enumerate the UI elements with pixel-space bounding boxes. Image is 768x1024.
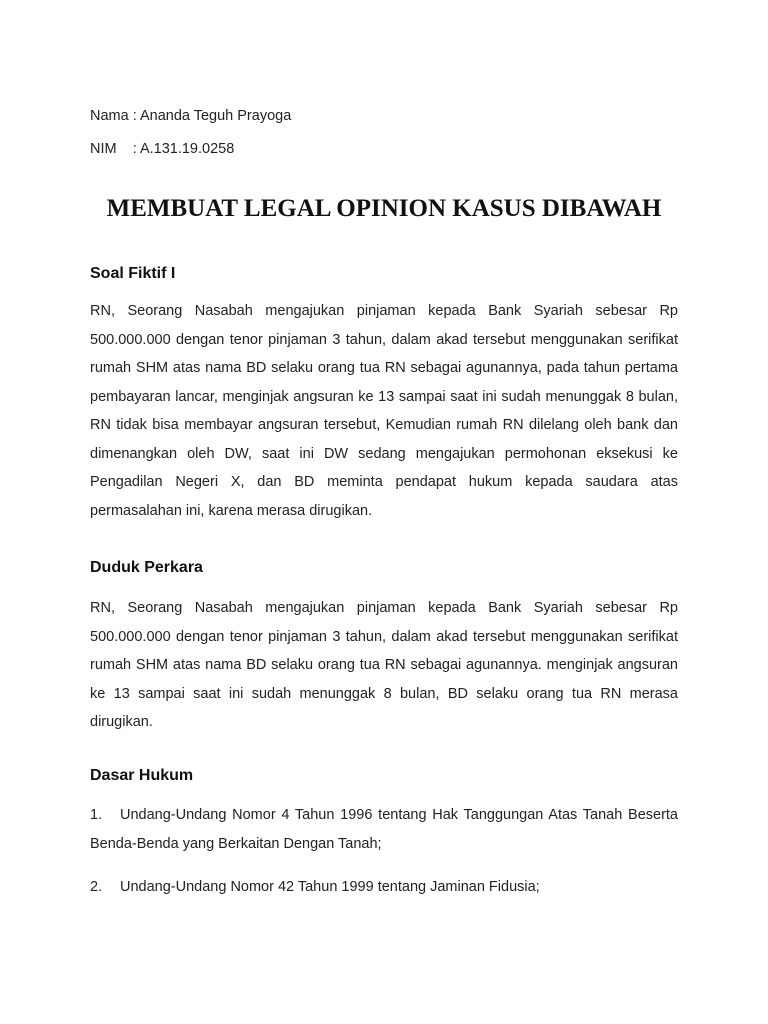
list-item-text: Undang-Undang Nomor 42 Tahun 1999 tentang Jaminan Fidusia; bbox=[120, 879, 540, 895]
list-item-number: 2. bbox=[90, 879, 103, 895]
list-item bbox=[90, 801, 678, 858]
heading-soal-fiktif: Soal Fiktif I bbox=[90, 265, 176, 282]
paragraph-soal-fiktif: RN, Seorang Nasabah mengajukan pinjaman kepada Bank Syariah sebesar Rp 500.000.000 dengan tenor pinjaman 3 tahun, dalam akad tersebut menggunakan serifikat rumah SHM atas nama BD selaku orang tua RN sebagai agunannya, pada tahun pertama pembayaran lancar, menginjak angsuran ke 13 sampai saat ini sudah menunggak 8 bulan, RN tidak bisa membayar angsuran tersebut, Kemudian rumah RN dilelang oleh bank dan dimenangkan oleh DW, saat ini DW sedang mengajukan permohonan eksekusi ke Pengadilan Negeri X, dan BD meminta pendapat hukum kepada saudara atas permasalahan ini, karena merasa dirugikan. bbox=[90, 303, 678, 519]
heading-duduk-perkara: Duduk Perkara bbox=[90, 559, 203, 576]
student-name-line: Nama : Ananda Teguh Prayoga bbox=[90, 108, 292, 124]
heading-dasar-hukum: Dasar Hukum bbox=[90, 767, 194, 784]
document-page bbox=[90, 0, 678, 1024]
list-item bbox=[90, 873, 678, 902]
list-item-number: 1. bbox=[90, 807, 103, 823]
list-item-text: Undang-Undang Nomor 4 Tahun 1996 tentang Hak Tanggungan Atas Tanah Beserta Benda-Benda yang Berkaitan Dengan Tanah; bbox=[90, 807, 678, 852]
document-title: MEMBUAT LEGAL OPINION KASUS DIBAWAH bbox=[106, 195, 662, 222]
paragraph-duduk-perkara: RN, Seorang Nasabah mengajukan pinjaman kepada Bank Syariah sebesar Rp 500.000.000 dengan tenor pinjaman 3 tahun, dalam akad tersebut menggunakan serifikat rumah SHM atas nama BD selaku orang tua RN sebagai agunannya. menginjak angsuran ke 13 sampai saat ini sudah menunggak 8 bulan, BD selaku orang tua RN merasa dirugikan. bbox=[90, 600, 678, 730]
student-nim-line: NIM : A.131.19.0258 bbox=[90, 141, 235, 157]
